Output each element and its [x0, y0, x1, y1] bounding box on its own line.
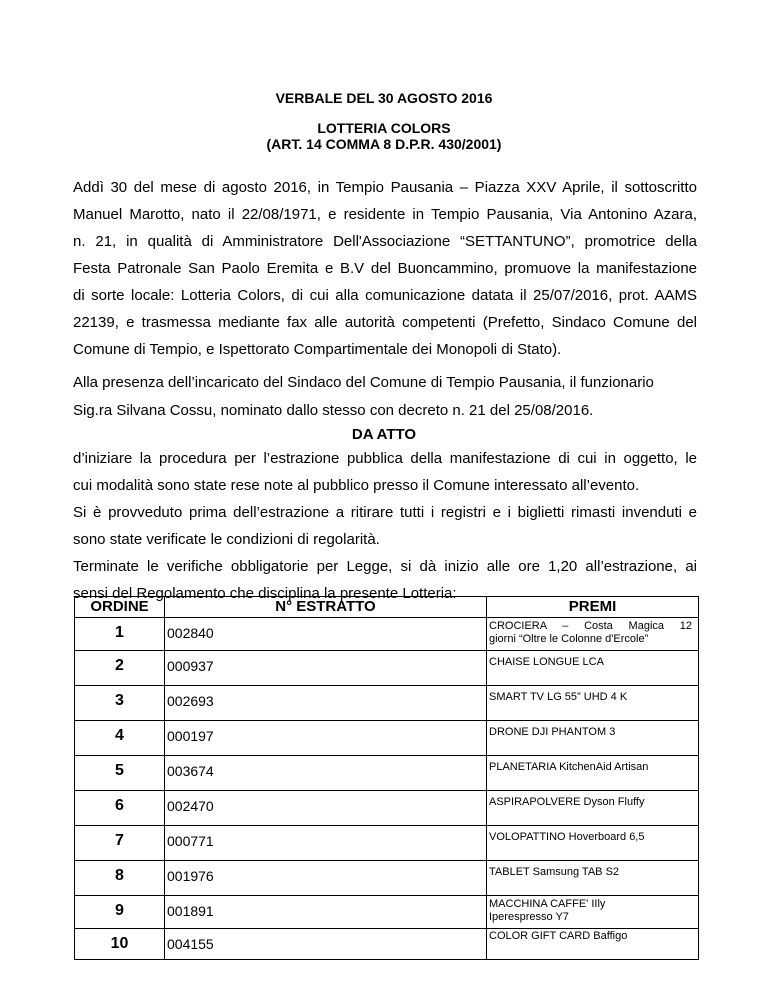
order-cell: 2	[75, 651, 165, 686]
prize-cell	[487, 686, 699, 721]
order-cell: 9	[75, 896, 165, 929]
order-cell: 1	[75, 618, 165, 651]
procedure-line: cui modalità sono state rese note al pubblico presso il Comune interessato all’evento.	[73, 477, 640, 494]
table-row	[75, 929, 699, 960]
ticket-number-cell: 000937	[165, 651, 487, 686]
prize-cell	[487, 618, 699, 651]
ticket-number-cell: 003674	[165, 756, 487, 791]
prize-text: MACCHINA CAFFE' IIly	[489, 898, 606, 910]
order-cell: 4	[75, 721, 165, 756]
table-row	[75, 651, 699, 686]
table-row	[75, 861, 699, 896]
header-estratto: N° ESTRATTO	[165, 597, 487, 618]
prize-cell	[487, 791, 699, 826]
table-row	[75, 756, 699, 791]
document-title: VERBALE DEL 30 AGOSTO 2016	[275, 90, 493, 106]
table-row	[75, 791, 699, 826]
prize-text: giorni “Oltre le Colonne d'Ercole”	[489, 633, 649, 645]
prize-text: CHAISE LONGUE LCA	[489, 656, 604, 668]
order-cell: 6	[75, 791, 165, 826]
order-cell: 3	[75, 686, 165, 721]
procedure-line: d’iniziare la procedura per l’estrazione pubblica della manifestazione di cui in oggetto, le	[73, 450, 697, 467]
da-atto-heading: DA ATTO	[351, 426, 417, 443]
table-row	[75, 686, 699, 721]
prizes-table	[74, 596, 699, 960]
presence-line: Sig.ra Silvana Cossu, nominato dallo stesso con decreto n. 21 del 25/08/2016.	[73, 402, 594, 419]
intro-line: di sorte locale: Lotteria Colors, di cui alla comunicazione datata il 25/07/2016, prot. AAMS	[73, 287, 697, 304]
presence-paragraph	[73, 372, 697, 427]
ticket-number-cell: 002693	[165, 686, 487, 721]
intro-paragraph	[73, 177, 697, 366]
prize-cell	[487, 651, 699, 686]
prize-text: VOLOPATTINO Hoverboard 6,5	[489, 831, 645, 843]
prize-text: Iperespresso Y7	[489, 911, 569, 923]
order-cell: 8	[75, 861, 165, 896]
prize-text: ASPIRAPOLVERE Dyson Fluffy	[489, 796, 645, 808]
prize-cell	[487, 896, 699, 929]
prize-cell	[487, 721, 699, 756]
table-row	[75, 826, 699, 861]
prize-cell	[487, 826, 699, 861]
legal-reference: (ART. 14 COMMA 8 D.P.R. 430/2001)	[266, 136, 502, 152]
order-cell: 7	[75, 826, 165, 861]
table-row	[75, 618, 699, 651]
prize-text: COLOR GIFT CARD Baffigo	[489, 930, 628, 942]
intro-line: Addì 30 del mese di agosto 2016, in Tempio Pausania – Piazza XXV Aprile, il sottoscritto	[73, 179, 697, 196]
table-row	[75, 721, 699, 756]
table-header-row	[75, 597, 699, 618]
prize-text: PLANETARIA KitchenAid Artisan	[489, 761, 649, 773]
prize-text: CROCIERA – Costa Magica 12	[489, 620, 692, 632]
header-ordine: ORDINE	[75, 597, 165, 618]
prize-text: SMART TV LG 55” UHD 4 K	[489, 691, 628, 703]
procedure-line: Si è provveduto prima dell’estrazione a ritirare tutti i registri e i biglietti rimasti invenduti e	[73, 504, 697, 521]
procedure-line: sensi del Regolamento che disciplina la presente Lotteria:	[73, 585, 457, 602]
intro-line: Festa Patronale San Paolo Eremita e B.V del Buoncammino, promuove la manifestazione	[73, 260, 697, 277]
ticket-number-cell: 000771	[165, 826, 487, 861]
ticket-number-cell: 001976	[165, 861, 487, 896]
order-cell: 10	[75, 929, 165, 960]
procedure-line: sono state verificate le condizioni di regolarità.	[73, 531, 380, 548]
ticket-number-cell: 001891	[165, 896, 487, 929]
procedure-paragraph	[73, 448, 697, 610]
ticket-number-cell: 002470	[165, 791, 487, 826]
prize-cell	[487, 929, 699, 960]
order-cell: 5	[75, 756, 165, 791]
ticket-number-cell: 000197	[165, 721, 487, 756]
prize-cell	[487, 756, 699, 791]
prize-text: TABLET Samsung TAB S2	[489, 866, 620, 878]
intro-line: Comune di Tempio, e Ispettorato Compartimentale dei Monopoli di Stato).	[73, 341, 562, 358]
presence-line: Alla presenza dell’incaricato del Sindaco del Comune di Tempio Pausania, il funzionario	[73, 374, 654, 391]
intro-line: Manuel Marotto, nato il 22/08/1971, e residente in Tempio Pausania, Via Antonino Azara,	[73, 206, 697, 223]
prize-text: DRONE DJI PHANTOM 3	[489, 726, 616, 738]
header-premi: PREMI	[487, 597, 699, 618]
lottery-name: LOTTERIA COLORS	[317, 120, 451, 136]
intro-line: n. 21, in qualità di Amministratore Dell'Associazione “SETTANTUNO”, promotrice della	[73, 233, 697, 250]
prize-cell	[487, 861, 699, 896]
ticket-number-cell: 004155	[165, 929, 487, 960]
table-row	[75, 896, 699, 929]
ticket-number-cell: 002840	[165, 618, 487, 651]
intro-line: 22139, e trasmessa mediante fax alle autorità competenti (Prefetto, Sindaco Comune del	[73, 314, 697, 331]
procedure-line: Terminate le verifiche obbligatorie per Legge, si dà inizio alle ore 1,20 all’estrazione, ai	[73, 558, 697, 575]
